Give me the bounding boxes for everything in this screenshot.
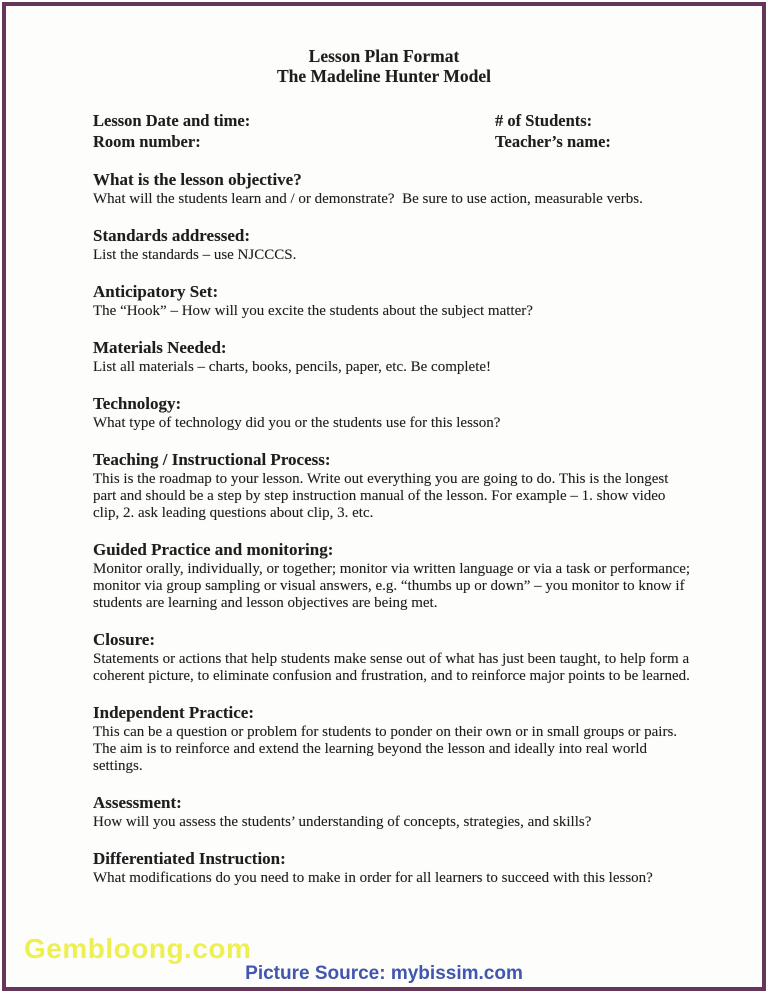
- field-number-of-students: # of Students:: [495, 111, 593, 130]
- page-border-frame: [2, 2, 766, 991]
- section-heading: Technology:: [93, 394, 182, 413]
- document-page: [6, 6, 762, 987]
- section-heading: What is the lesson objective?: [93, 170, 302, 189]
- section-standards: [93, 226, 692, 264]
- section-body: What type of technology did you or the students use for this lesson?: [93, 415, 501, 431]
- section-heading: Independent Practice:: [93, 703, 255, 722]
- section-body: List the standards – use NJCCCS.: [93, 247, 297, 263]
- section-heading: Anticipatory Set:: [93, 282, 219, 301]
- section-body: This can be a question or problem for students to ponder on their own or in small groups or pairs. The aim is to reinforce and extend the learning beyond the lesson and ideally into real world settings.: [93, 724, 681, 774]
- section-heading: Assessment:: [93, 793, 182, 812]
- gembloong-watermark: Gembloong.com: [24, 933, 252, 964]
- section-guided-practice: [93, 540, 692, 612]
- section-heading: Materials Needed:: [93, 338, 227, 357]
- section-objective: [93, 170, 692, 208]
- section-body: What modifications do you need to make in order for all learners to succeed with this lesson?: [93, 870, 653, 886]
- section-body: Monitor orally, individually, or together; monitor via written language or via a task or performance; monitor via group sampling or visual answers, e.g. “thumbs up or down” – you monitor to know if students are learning and lesson objectives are being met.: [93, 561, 694, 611]
- document-title: [6, 6, 762, 86]
- section-materials-needed: [93, 338, 692, 376]
- document-title-line1: Lesson Plan Format: [308, 46, 460, 66]
- section-differentiated-instruction: [93, 849, 692, 887]
- section-body: Statements or actions that help students make sense out of what has just been taught, to help form a coherent picture, to eliminate confusion and frustration, and to reinforce major points to be learned.: [93, 651, 693, 684]
- section-heading: Teaching / Instructional Process:: [93, 450, 331, 469]
- section-heading: Differentiated Instruction:: [93, 849, 286, 868]
- section-heading: Standards addressed:: [93, 226, 250, 245]
- document-title-line2: The Madeline Hunter Model: [276, 66, 492, 86]
- section-body: How will you assess the students’ understanding of concepts, strategies, and skills?: [93, 814, 592, 830]
- section-body: The “Hook” – How will you excite the students about the subject matter?: [93, 303, 533, 319]
- section-list: [93, 170, 692, 887]
- section-technology: [93, 394, 692, 432]
- section-body: What will the students learn and / or demonstrate? Be sure to use action, measurable verbs.: [93, 191, 643, 207]
- section-body: This is the roadmap to your lesson. Write out everything you are going to do. This is the longest part and should be a step by step instruction manual of the lesson. For example – 1. show video clip, 2. ask leading questions about clip, 3. etc.: [93, 471, 673, 521]
- section-teaching-process: [93, 450, 692, 522]
- picture-source-link[interactable]: Picture Source: mybissim.com: [245, 963, 523, 984]
- field-room-number: Room number:: [93, 132, 201, 151]
- section-heading: Guided Practice and monitoring:: [93, 540, 334, 559]
- section-assessment: [93, 793, 692, 831]
- section-independent-practice: [93, 703, 692, 775]
- section-body: List all materials – charts, books, pencils, paper, etc. Be complete!: [93, 359, 492, 375]
- field-lesson-date-time: Lesson Date and time:: [93, 111, 251, 130]
- field-teacher-name: Teacher’s name:: [495, 132, 611, 151]
- section-heading: Closure:: [93, 630, 156, 649]
- header-fields: [93, 110, 690, 152]
- section-closure: [93, 630, 692, 685]
- section-anticipatory-set: [93, 282, 692, 320]
